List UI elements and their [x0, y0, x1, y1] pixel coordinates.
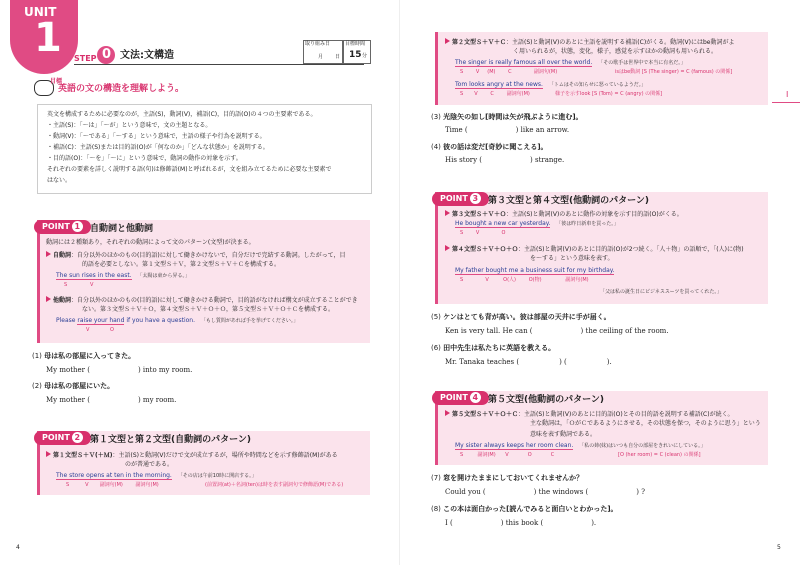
exercise-en-pre: Mr. Tanaka teaches ( [445, 358, 520, 366]
exercise-5-ja [431, 313, 611, 321]
example-en: My sister always keeps her room clean. [455, 442, 574, 449]
point2-rule [46, 451, 338, 460]
example-en: My father bought me a business suit for my birthday. [455, 267, 615, 274]
intro-line: はない。 [47, 177, 72, 184]
intro-line: それぞれの要素を詳しく説明する語(句)は修飾語(M)と呼ばれるが，文を組み立てるために必要な主要素で [47, 166, 332, 173]
type5-rule [445, 410, 733, 419]
type2-rule-2: く用いられるが，状態，変化，様子，感覚を示すほかの動詞も用いられる。 [513, 48, 718, 55]
date-month: 月 [318, 54, 324, 60]
exercise-en-post: ). [606, 358, 612, 366]
exercise-en-mid: ) ( [559, 358, 567, 366]
example-note: [O (her room) = C (clean) の関係] [618, 452, 701, 458]
example-ja: 「もし質問があれば手を挙げてください。」 [200, 318, 299, 324]
point-label: POINT [440, 194, 468, 203]
rule-text: ：主語(S)と動詞(V)だけで文が成立するが，場所や時間などを示す修飾語(M)がある [112, 452, 338, 459]
exercise-ja: 窓を開けたままにしておいてくれませんか？ [443, 474, 584, 482]
exercise-ja: 母は私の部屋にいた。 [44, 382, 115, 390]
example-labels: S V (M) C 副詞句(M) [460, 69, 558, 75]
goal-icon-label: 目標 [50, 78, 63, 85]
example-en: Tom looks angry at the news. [455, 81, 543, 88]
exercise-en-post: ) the ceiling of the room. [580, 327, 669, 335]
example-label-o: O [110, 327, 114, 333]
exercise-en-mid: ) this book ( [500, 519, 544, 527]
jidoshi-def-2: 的語を必要としない。第１文型Ｓ＋Ｖ，第２文型Ｓ＋Ｖ＋Ｃを構成する。 [82, 261, 281, 268]
example-labels: S V C 副詞句(M) [460, 91, 530, 97]
example-note: (前置詞(at)＋名詞(ten)は時を表す副詞句で修飾語(M)である) [205, 482, 344, 488]
rule-text: ：主語(S)と動詞(V)のあとに目的語(O)が2つ続く。「人＋物」の語順で，「(人)に(物) [518, 246, 744, 253]
exercise-en-pre: His story ( [445, 156, 483, 164]
example-labels: S V 副詞句(M) 副詞句(M) [66, 482, 159, 488]
triangle-icon [445, 38, 450, 44]
time-label: 目標時間 [345, 41, 366, 47]
exercise-8-en [445, 519, 596, 527]
rule-head: 第４文型Ｓ＋Ｖ＋Ｏ＋Ｏ [452, 246, 519, 253]
triangle-icon [46, 251, 51, 257]
exercise-ja: 光陰矢の如し[時間は矢が飛ぶように進む]。 [443, 113, 583, 121]
time-value: 15 [349, 50, 362, 60]
unit-label: UNIT [24, 5, 57, 19]
exercise-en-post: ) into my room. [137, 366, 193, 374]
intro-line: 英文を構成するために必要なのが，主語(S)，動詞(V)，補語(C)，目的語(O)の４つの主要素である。 [47, 111, 317, 118]
exercise-6-ja [431, 344, 555, 352]
example-ja: 「父は私の誕生日にビジネススーツを買ってくれた。」 [600, 289, 722, 295]
exercise-num: (8) [431, 505, 441, 513]
rule-text: ：主語(S)と動詞(V)のあとに目的語(O)とその目的語を説明する補語(C)が続く。 [518, 411, 734, 418]
triangle-icon [46, 296, 51, 302]
example-note: 様子を示すlook [S (Tom) = C (angry) の関係] [555, 91, 663, 97]
triangle-icon [445, 245, 450, 251]
example-ja: 「その歌手は世界中で本当に有名だ。」 [598, 60, 686, 66]
example-ja: 「トムはその知らせに怒っているようだ。」 [548, 82, 647, 88]
exercise-num: (1) [32, 352, 42, 360]
triangle-icon [445, 410, 450, 416]
exercise-1-ja [32, 352, 135, 360]
date-day: 日 [335, 54, 341, 60]
example-en-underlined: raise your hand [77, 317, 125, 324]
type5-rule-2: 主な動詞は，「ＯがＣであるようにさせる，その状態を保つ，そのように思う」という [530, 420, 761, 427]
jidoshi-row [46, 251, 345, 260]
point1-box-bar [37, 220, 40, 343]
jidoshi-label: 自動詞 [53, 252, 72, 259]
exercise-ja: 彼の話は変だ[奇妙に聞こえる]。 [443, 143, 548, 151]
point-number: 4 [470, 392, 481, 403]
type3-rule [445, 210, 683, 219]
exercise-en-pre: My mother ( [46, 366, 90, 374]
intro-line: ・補語(C)：主語(S)または目的語(O)が「何なのか」「どんな状態か」を説明する。 [47, 144, 269, 151]
point-number: 2 [72, 432, 83, 443]
side-tab: I [786, 90, 789, 99]
page-gutter [399, 0, 400, 565]
exercise-7-ja [431, 474, 583, 482]
exercise-en-mid: ) the windows ( [533, 488, 589, 496]
exercise-7-en [445, 488, 645, 496]
point-label: POINT [42, 222, 70, 231]
example-labels: S V O(人) O(物) 副詞句(M) [460, 277, 589, 283]
tadoshi-def-2: ない。第３文型Ｓ＋Ｖ＋Ｏ，第４文型Ｓ＋Ｖ＋Ｏ＋Ｏ，第５文型Ｓ＋Ｖ＋Ｏ＋Ｃを構成する。 [82, 306, 335, 313]
point-number: 3 [470, 193, 481, 204]
exercise-en-post: ) my room. [137, 396, 177, 404]
example-label-v: V [90, 282, 94, 288]
example-row [455, 60, 686, 67]
intro-line: ・目的語(O)：「～を」「～に」という意味で，動詞の動作の対象を示す。 [47, 155, 242, 162]
point2-rule-2: のが普通である。 [125, 461, 174, 468]
example-row [455, 82, 646, 89]
example-en: The singer is really famous all over the world. [455, 59, 593, 66]
example-labels: S 副詞(M) V O C [460, 452, 555, 458]
point-number: 1 [72, 221, 83, 232]
example-ja: 「私の姉(妹)はいつも自分の部屋をきれいにしている。」 [579, 443, 706, 449]
point4-badge [432, 391, 489, 405]
point3-title: 第３文型と第４文型(他動詞のパターン) [488, 196, 650, 206]
intro-line: ・動詞(V)：「～である」「～する」という意味で，主語の様子や行為を説明する。 [47, 133, 266, 140]
page-number-left: 4 [16, 544, 20, 551]
point1-badge [34, 220, 91, 234]
exercise-num: (2) [32, 382, 42, 390]
exercise-en-pre: Could you ( [445, 488, 486, 496]
jidoshi-def: ：自分以外のほかのもの(目的語)に対して働きかけないで，自分だけで完結する動詞。したがって，目 [71, 252, 346, 259]
exercise-ja: ケンはとても背が高い。彼は部屋の天井に手が届く。 [443, 313, 611, 321]
exercise-3-en [445, 126, 569, 134]
time-unit: 分 [362, 53, 368, 59]
exercise-num: (4) [431, 143, 441, 151]
type5-rule-3: 意味を表す動詞である。 [530, 431, 597, 438]
type2-rule [445, 38, 734, 47]
exercise-en-post: ) strange. [530, 156, 565, 164]
type4-rule [445, 245, 744, 254]
exercise-en-pre: Ken is very tall. He can ( [445, 327, 533, 335]
example-en: He bought a new car yesterday. [455, 220, 551, 227]
example-labels: S V O [460, 230, 506, 236]
exercise-num: (6) [431, 344, 441, 352]
example-en: The store opens at ten in the morning. [56, 472, 172, 479]
tadoshi-def: ：自分以外のほかのもの(目的語)に対して働きかける動詞で，目的語がなければ構文が成立することができ [71, 297, 358, 304]
goal-text: 英語の文の構造を理解しよう。 [58, 84, 185, 94]
exercise-en-pre: Time ( [445, 126, 468, 134]
exercise-en-pre: My mother ( [46, 396, 90, 404]
rule-text: ：主語(S)と動詞(V)のあとに動作の対象を示す目的語(O)がくる。 [506, 211, 683, 218]
exercise-6-en [445, 358, 612, 366]
side-tab-rule [772, 102, 800, 103]
example-en-post: if you have a question. [124, 317, 195, 324]
example-row [455, 221, 619, 228]
example-row [455, 443, 706, 450]
rule-head: 第３文型Ｓ＋Ｖ＋Ｏ [452, 211, 507, 218]
example-label-v: V [86, 327, 90, 333]
example-en-pre: Please [56, 317, 78, 324]
page-number-right: 5 [777, 544, 781, 551]
point4-title: 第５文型(他動詞のパターン) [488, 395, 605, 405]
point3-badge [432, 192, 489, 206]
exercise-num: (3) [431, 113, 441, 121]
example-row [455, 268, 614, 275]
point2-title: 第１文型と第２文型(自動詞のパターン) [90, 435, 252, 445]
point-label: POINT [440, 393, 468, 402]
example-ja: 「太陽は東から昇る。」 [137, 273, 191, 279]
exercise-num: (5) [431, 313, 441, 321]
exercise-2-ja [32, 382, 114, 390]
example-en: The sun rises in the east. [56, 272, 132, 279]
tadoshi-row [46, 296, 358, 305]
example-row [56, 318, 298, 325]
example-row [56, 473, 257, 480]
rule-head: 第５文型Ｓ＋Ｖ＋Ｏ＋Ｃ [452, 411, 519, 418]
rule-head: 第１文型Ｓ＋Ｖ(＋Ｍ) [53, 452, 113, 459]
header-rule [74, 64, 364, 65]
date-label: 取り組み日 [305, 41, 331, 47]
example-row [56, 273, 190, 280]
exercise-4-ja [431, 143, 548, 151]
step-number: 0 [102, 47, 112, 62]
tadoshi-label: 他動詞 [53, 297, 72, 304]
triangle-icon [445, 210, 450, 216]
continuation-box-bar [435, 32, 438, 105]
page-title: 文法:文構造 [120, 50, 174, 61]
exercise-1-en [46, 366, 192, 374]
exercise-5-en [445, 327, 669, 335]
triangle-icon [46, 451, 51, 457]
exercise-ja: 田中先生は私たちに英語を教える。 [443, 344, 556, 352]
type4-rule-2: を～する」という意味を表す。 [530, 255, 614, 262]
example-ja: 「その店は午前10時に開店する。」 [177, 473, 257, 479]
exercise-en-post: ). [591, 519, 597, 527]
intro-line: ・主語(S)：「～は」「～が」という意味で，文の主題となる。 [47, 122, 212, 129]
rule-head: 第２文型Ｓ＋Ｖ＋Ｃ [452, 39, 507, 46]
exercise-num: (7) [431, 474, 441, 482]
example-ja: 「彼は昨日新車を買った。」 [556, 221, 619, 227]
exercise-en-pre: I ( [445, 519, 453, 527]
point3-box-bar [435, 192, 438, 304]
exercise-3-ja [431, 113, 583, 121]
example-note: isはbe動詞 [S (The singer) = C (famous) の関係] [615, 69, 733, 75]
point-label: POINT [42, 433, 70, 442]
exercise-ja: 母は私の部屋に入ってきた。 [44, 352, 136, 360]
point1-title: 自動詞と他動詞 [90, 224, 154, 234]
exercise-2-en [46, 396, 176, 404]
unit-number: 1 [34, 15, 62, 61]
exercise-en-post: ) like an arrow. [515, 126, 570, 134]
point1-intro: 動詞には２種類あり，それぞれの動詞によって文のパターン(文型)が決まる。 [46, 239, 255, 246]
rule-text: ：主語(S)と動詞(V)のあとに主語を説明する補語(C)がくる。動詞(V)にはbe動詞がよ [506, 39, 735, 46]
exercise-ja: この本は面白かった[読んでみると面白いとわかった]。 [443, 505, 618, 513]
exercise-8-ja [431, 505, 618, 513]
exercise-en-post: ) ? [636, 488, 646, 496]
exercise-4-en [445, 156, 564, 164]
step-label: STEP [74, 54, 97, 63]
example-label-s: S [64, 282, 68, 288]
point2-badge [34, 431, 91, 445]
